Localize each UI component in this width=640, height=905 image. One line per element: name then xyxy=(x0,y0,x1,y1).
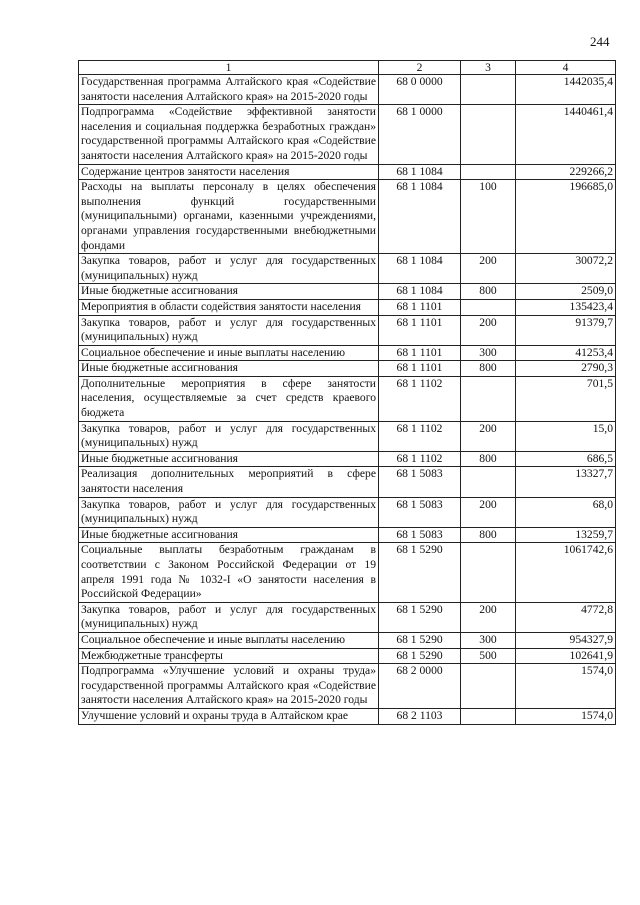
row-expense-type xyxy=(461,299,516,315)
row-name: Иные бюджетные ассигнования xyxy=(79,361,379,377)
table-row xyxy=(79,664,616,709)
row-name: Государственная программа Алтайского края «Содействие занятости населения Алтайского края» на 2015-2020 годы xyxy=(79,75,379,105)
row-name: Расходы на выплаты персоналу в целях обеспечения выполнения функций государственными (муниципальными) органами, казенными учреждениями, органами управления государственными внебюджетными фондами xyxy=(79,180,379,254)
row-expense-type: 200 xyxy=(461,421,516,451)
row-name: Подпрограмма «Улучшение условий и охраны труда» государственной программы Алтайского края «Содействие занятости населения Алтайского края» на 2015-2020 годы xyxy=(79,664,379,709)
row-code: 68 2 0000 xyxy=(379,664,461,709)
row-name: Закупка товаров, работ и услуг для государственных (муниципальных) нужд xyxy=(79,315,379,345)
table-row xyxy=(79,345,616,361)
row-amount: 229266,2 xyxy=(516,164,616,180)
row-amount: 701,5 xyxy=(516,376,616,421)
row-amount: 4772,8 xyxy=(516,602,616,632)
row-amount: 102641,9 xyxy=(516,648,616,664)
row-amount: 1574,0 xyxy=(516,708,616,724)
row-expense-type xyxy=(461,467,516,497)
row-expense-type: 300 xyxy=(461,345,516,361)
row-amount: 1061742,6 xyxy=(516,543,616,602)
table-body xyxy=(79,75,616,725)
row-expense-type: 800 xyxy=(461,284,516,300)
row-amount: 954327,9 xyxy=(516,632,616,648)
row-expense-type xyxy=(461,543,516,602)
table-row xyxy=(79,105,616,164)
table-row xyxy=(79,376,616,421)
row-code: 68 1 1102 xyxy=(379,451,461,467)
row-name: Закупка товаров, работ и услуг для государственных (муниципальных) нужд xyxy=(79,421,379,451)
row-code: 68 1 5083 xyxy=(379,467,461,497)
row-code: 68 1 5083 xyxy=(379,527,461,543)
row-expense-type: 100 xyxy=(461,180,516,254)
row-name: Иные бюджетные ассигнования xyxy=(79,284,379,300)
row-amount: 15,0 xyxy=(516,421,616,451)
header-row xyxy=(79,61,616,75)
row-code: 68 1 5290 xyxy=(379,602,461,632)
row-amount: 41253,4 xyxy=(516,345,616,361)
table-row xyxy=(79,361,616,377)
row-amount: 13327,7 xyxy=(516,467,616,497)
row-expense-type xyxy=(461,708,516,724)
row-name: Социальное обеспечение и иные выплаты населению xyxy=(79,632,379,648)
row-code: 68 1 0000 xyxy=(379,105,461,164)
row-expense-type xyxy=(461,164,516,180)
row-amount: 196685,0 xyxy=(516,180,616,254)
row-name: Улучшение условий и охраны труда в Алтайском крае xyxy=(79,708,379,724)
row-code: 68 1 1101 xyxy=(379,361,461,377)
row-code: 68 1 1084 xyxy=(379,254,461,284)
row-amount: 30072,2 xyxy=(516,254,616,284)
row-expense-type: 800 xyxy=(461,451,516,467)
row-name: Реализация дополнительных мероприятий в сфере занятости населения xyxy=(79,467,379,497)
table-row xyxy=(79,467,616,497)
row-name: Мероприятия в области содействия занятости населения xyxy=(79,299,379,315)
row-code: 68 1 1101 xyxy=(379,345,461,361)
table-row xyxy=(79,648,616,664)
row-amount: 135423,4 xyxy=(516,299,616,315)
row-amount: 13259,7 xyxy=(516,527,616,543)
row-amount: 68,0 xyxy=(516,497,616,527)
row-name: Закупка товаров, работ и услуг для государственных (муниципальных) нужд xyxy=(79,602,379,632)
row-expense-type: 200 xyxy=(461,315,516,345)
row-code: 68 1 5290 xyxy=(379,543,461,602)
row-code: 68 0 0000 xyxy=(379,75,461,105)
row-amount: 1440461,4 xyxy=(516,105,616,164)
row-expense-type: 800 xyxy=(461,361,516,377)
table-row xyxy=(79,632,616,648)
table-row xyxy=(79,602,616,632)
table-row xyxy=(79,527,616,543)
page-number: 244 xyxy=(590,34,610,49)
table-row xyxy=(79,497,616,527)
table-row xyxy=(79,75,616,105)
row-code: 68 1 1101 xyxy=(379,299,461,315)
row-amount: 2790,3 xyxy=(516,361,616,377)
row-name: Иные бюджетные ассигнования xyxy=(79,451,379,467)
row-expense-type: 300 xyxy=(461,632,516,648)
row-expense-type: 500 xyxy=(461,648,516,664)
row-expense-type: 200 xyxy=(461,254,516,284)
row-amount: 91379,7 xyxy=(516,315,616,345)
row-expense-type: 800 xyxy=(461,527,516,543)
row-code: 68 2 1103 xyxy=(379,708,461,724)
row-name: Социальные выплаты безработным гражданам в соответствии с Законом Российской Федерации от 19 апреля 1991 года № 1032-I «О занятости населения в Российской Федерации» xyxy=(79,543,379,602)
budget-table xyxy=(78,60,616,725)
table-row xyxy=(79,299,616,315)
table-row xyxy=(79,543,616,602)
row-name: Межбюджетные трансферты xyxy=(79,648,379,664)
row-code: 68 1 1101 xyxy=(379,315,461,345)
row-code: 68 1 5083 xyxy=(379,497,461,527)
row-name: Подпрограмма «Содействие эффективной занятости населения и социальная поддержка безработных граждан» государственной программы Алтайского края «Содействие занятости населения Алтайского края» на 2015-2020 годы xyxy=(79,105,379,164)
table-row xyxy=(79,180,616,254)
row-code: 68 1 1102 xyxy=(379,376,461,421)
header-col-3: 3 xyxy=(461,61,516,75)
row-name: Закупка товаров, работ и услуг для государственных (муниципальных) нужд xyxy=(79,497,379,527)
table-row xyxy=(79,421,616,451)
row-code: 68 1 1084 xyxy=(379,284,461,300)
table-row xyxy=(79,164,616,180)
table-row xyxy=(79,451,616,467)
row-amount: 686,5 xyxy=(516,451,616,467)
row-name: Закупка товаров, работ и услуг для государственных (муниципальных) нужд xyxy=(79,254,379,284)
row-name: Дополнительные мероприятия в сфере занятости населения, осуществляемые за счет средств краевого бюджета xyxy=(79,376,379,421)
row-amount: 2509,0 xyxy=(516,284,616,300)
row-expense-type xyxy=(461,75,516,105)
row-amount: 1442035,4 xyxy=(516,75,616,105)
row-expense-type: 200 xyxy=(461,602,516,632)
row-name: Иные бюджетные ассигнования xyxy=(79,527,379,543)
header-col-1: 1 xyxy=(79,61,379,75)
row-expense-type xyxy=(461,376,516,421)
row-expense-type xyxy=(461,664,516,709)
row-expense-type xyxy=(461,105,516,164)
table-row xyxy=(79,254,616,284)
header-col-4: 4 xyxy=(516,61,616,75)
row-code: 68 1 5290 xyxy=(379,648,461,664)
row-code: 68 1 1084 xyxy=(379,164,461,180)
row-expense-type: 200 xyxy=(461,497,516,527)
row-code: 68 1 1084 xyxy=(379,180,461,254)
table-row xyxy=(79,315,616,345)
header-col-2: 2 xyxy=(379,61,461,75)
row-amount: 1574,0 xyxy=(516,664,616,709)
row-code: 68 1 5290 xyxy=(379,632,461,648)
table-row xyxy=(79,284,616,300)
row-name: Содержание центров занятости населения xyxy=(79,164,379,180)
row-name: Социальное обеспечение и иные выплаты населению xyxy=(79,345,379,361)
row-code: 68 1 1102 xyxy=(379,421,461,451)
table-row xyxy=(79,708,616,724)
